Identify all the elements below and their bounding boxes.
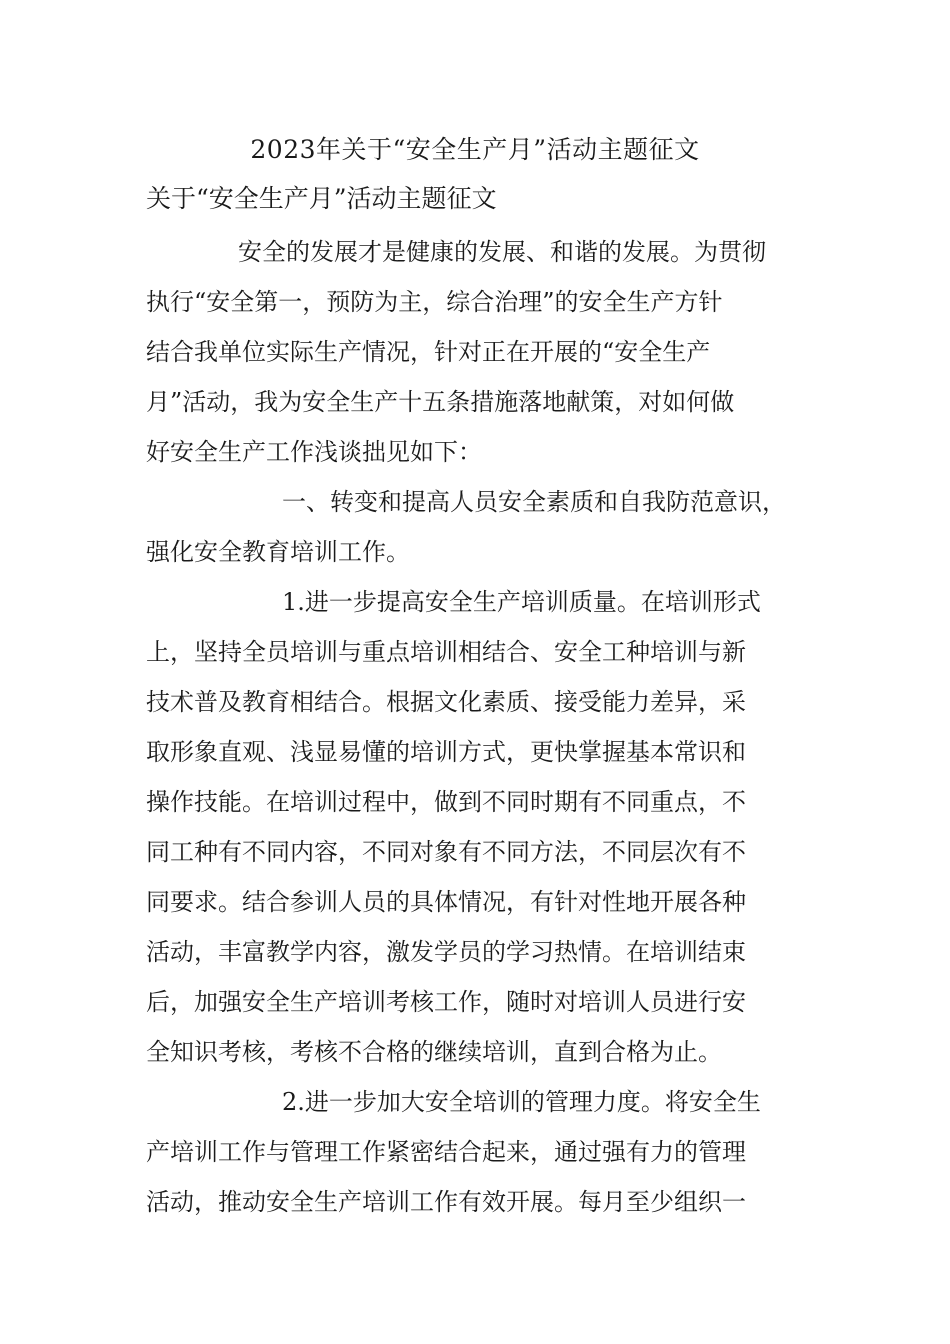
text-line: 操作技能。在培训过程中，做到不同时期有不同重点，不 [146,788,746,816]
text-line: 上，坚持全员培训与重点培训相结合、安全工种培训与新 [146,638,746,666]
paragraph-intro [146,227,806,477]
text-line: 取形象直观、浅显易懂的培训方式，更快掌握基本常识和 [146,738,746,766]
text-line: 好安全生产工作浅谈拙见如下： [146,438,482,466]
document-body [146,227,806,1227]
text-line: 2.进一步加大安全培训的管理力度。将安全生 [282,1088,761,1116]
text-line: 1.进一步提高安全生产培训质量。在培训形式 [282,588,761,616]
text-line: 月”活动，我为安全生产十五条措施落地献策，对如何做 [146,388,735,416]
text-line: 活动，推动安全生产培训工作有效开展。每月至少组织一 [146,1188,746,1216]
text-line: 同工种有不同内容，不同对象有不同方法，不同层次有不 [146,838,746,866]
text-line: 安全的发展才是健康的发展、和谐的发展。为贯彻 [238,238,766,266]
text-line: 强化安全教育培训工作。 [146,538,410,566]
document-subtitle: 关于“安全生产月”活动主题征文 [146,184,497,213]
text-line: 产培训工作与管理工作紧密结合起来，通过强有力的管理 [146,1138,746,1166]
text-line: 同要求。结合参训人员的具体情况，有针对性地开展各种 [146,888,746,916]
text-line: 技术普及教育相结合。根据文化素质、接受能力差异，采 [146,688,746,716]
text-line: 活动，丰富教学内容，激发学员的学习热情。在培训结束 [146,938,746,966]
document-title: 2023年关于“安全生产月”活动主题征文 [250,135,700,164]
paragraph-item-2 [146,1077,806,1227]
text-line: 结合我单位实际生产情况，针对正在开展的“安全生产 [146,338,711,366]
text-line: 全知识考核，考核不合格的继续培训，直到合格为止。 [146,1038,722,1066]
text-line: 后，加强安全生产培训考核工作，随时对培训人员进行安 [146,988,746,1016]
text-line: 执行“安全第一，预防为主，综合治理”的安全生产方针 [146,288,723,316]
text-line: 一、转变和提高人员安全素质和自我防范意识， [282,488,786,516]
paragraph-item-1 [146,577,806,1077]
paragraph-section-heading [146,477,806,577]
